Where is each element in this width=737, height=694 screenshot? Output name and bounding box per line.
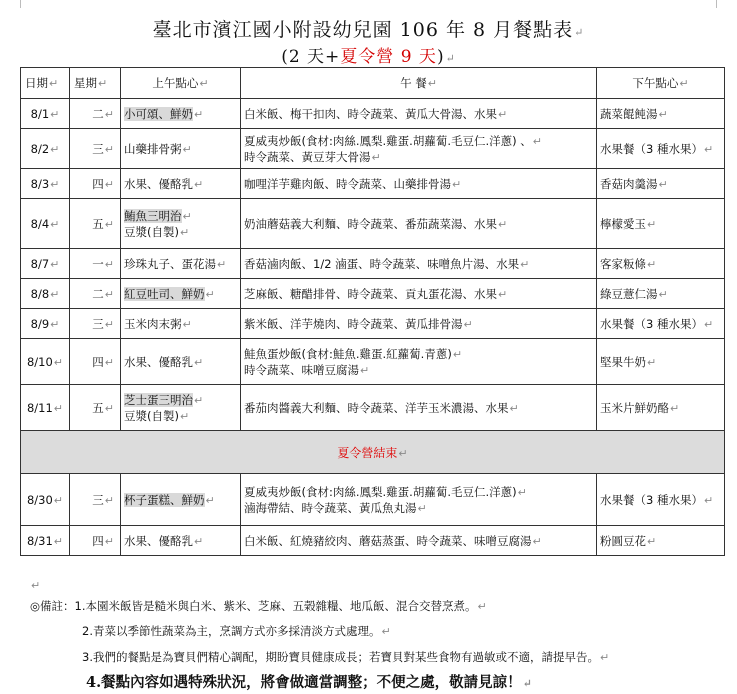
lunch-cell: [241, 526, 597, 556]
afternoon-snack-value: 綠豆薏仁湯↵: [600, 286, 668, 301]
lunch-cell: [241, 199, 597, 249]
afternoon-snack-cell: [597, 339, 725, 385]
weekday-value: 一↵: [92, 256, 114, 271]
morning-snack-cell: [121, 169, 241, 199]
morning-snack-line: 鮪魚三明治↵: [124, 208, 192, 223]
lunch-line: 鮭魚蛋炒飯(食材:鮭魚.雞蛋.紅蘿蔔.青蔥)↵: [244, 346, 463, 361]
afternoon-snack-value: 堅果牛奶↵: [600, 354, 657, 369]
morning-snack-line: 豆漿(自製)↵: [124, 224, 190, 239]
date-cell: [21, 249, 70, 279]
table-row: [21, 526, 725, 556]
morning-snack-line: 豆漿(自製)↵: [124, 408, 190, 423]
lunch-cell: [241, 279, 597, 309]
date-value: 8/31↵: [26, 533, 64, 548]
afternoon-snack-cell: [597, 309, 725, 339]
morning-snack-cell: [121, 129, 241, 169]
afternoon-snack-value: 客家粄條↵: [600, 256, 657, 271]
afternoon-snack-cell: [597, 385, 725, 431]
morning-snack-cell: [121, 526, 241, 556]
lunch-line: 咖哩洋芋雞肉飯、時令蔬菜、山藥排骨湯↵: [244, 176, 462, 191]
title-line-1: 臺北市濱江國小附設幼兒園 106 年 8 月餐點表: [152, 19, 574, 41]
weekday-value: 三↵: [92, 492, 114, 507]
afternoon-snack-value: 檸檬愛玉↵: [600, 216, 657, 231]
ret-line: ↵: [31, 579, 41, 592]
note-3: 3.我們的餐點是為寶貝們精心調配，期盼寶貝健康成長；若寶貝對某些食物有過敏或不適，請提早告。↵: [82, 650, 610, 664]
afternoon-snack-cell: [597, 99, 725, 129]
subtitle-summer-camp: 夏令營 9 天: [340, 47, 437, 67]
weekday-cell: [70, 249, 121, 279]
subtitle-prefix: (2 天+: [281, 47, 341, 67]
morning-snack-line: 杯子蛋糕、鮮奶↵: [124, 492, 215, 507]
date-value: 8/3↵: [30, 176, 60, 191]
weekday-cell: [70, 309, 121, 339]
afternoon-snack-value: 水果餐（3 種水果）↵: [600, 316, 714, 331]
morning-snack-line: 水果、優酪乳↵: [124, 533, 204, 548]
header-morning-snack: 上午點心↵: [121, 68, 241, 99]
weekday-cell: [70, 385, 121, 431]
weekday-cell: [70, 129, 121, 169]
table-row: [21, 474, 725, 526]
afternoon-snack-value: 玉米片鮮奶酪↵: [600, 400, 680, 415]
lunch-cell: [241, 129, 597, 169]
lunch-cell: [241, 474, 597, 526]
morning-snack-line: 小可頌、鮮奶↵: [124, 106, 204, 121]
weekday-cell: [70, 169, 121, 199]
document-subtitle: [0, 42, 737, 67]
lunch-cell: [241, 249, 597, 279]
header-lunch: 午 餐↵: [241, 68, 597, 99]
morning-snack-cell: [121, 474, 241, 526]
afternoon-snack-value: 蔬菜餛飩湯↵: [600, 106, 668, 121]
morning-snack-line: 水果、優酪乳↵: [124, 176, 204, 191]
weekday-value: 四↵: [92, 176, 114, 191]
morning-snack-cell: [121, 385, 241, 431]
weekday-cell: [70, 199, 121, 249]
date-cell: [21, 309, 70, 339]
weekday-value: 二↵: [92, 106, 114, 121]
note-4: 4.餐點內容如遇特殊狀況，將會做適當調整；不便之處，敬請見諒！↵: [86, 674, 532, 691]
morning-snack-line: 芝士蛋三明治↵: [124, 392, 204, 407]
lunch-line: 夏威夷炒飯(食材:肉絲.鳳梨.雞蛋.胡蘿蔔.毛豆仁.洋蔥) 、↵: [244, 133, 542, 148]
afternoon-snack-cell: [597, 129, 725, 169]
document-title: [0, 15, 737, 42]
weekday-cell: [70, 474, 121, 526]
date-value: 8/9↵: [30, 316, 60, 331]
morning-snack-line: 玉米肉末粥↵: [124, 316, 192, 331]
ruler-mark-right: [716, 0, 717, 8]
subtitle-suffix: ): [436, 47, 445, 67]
date-cell: [21, 385, 70, 431]
table-row: [21, 339, 725, 385]
lunch-line: 奶油蘑菇義大利麵、時令蔬菜、番茄蔬菜湯、水果↵: [244, 216, 508, 231]
morning-snack-cell: [121, 339, 241, 385]
table-row: [21, 309, 725, 339]
weekday-value: 五↵: [92, 216, 114, 231]
afternoon-snack-cell: [597, 474, 725, 526]
header-afternoon-snack: 下午點心↵: [597, 68, 725, 99]
table-row: [21, 129, 725, 169]
lunch-line: 滷海帶結、時令蔬菜、黃瓜魚丸湯↵: [244, 500, 427, 515]
date-cell: [21, 199, 70, 249]
lunch-cell: [241, 339, 597, 385]
date-cell: [21, 129, 70, 169]
menu-table: [20, 67, 725, 556]
date-value: 8/10↵: [26, 354, 64, 369]
weekday-value: 五↵: [92, 400, 114, 415]
morning-snack-cell: [121, 309, 241, 339]
paragraph-mark: ↵: [574, 26, 585, 39]
weekday-value: 四↵: [92, 354, 114, 369]
lunch-line: 白米飯、梅干扣肉、時令蔬菜、黃瓜大骨湯、水果↵: [244, 106, 508, 121]
table-row: [21, 169, 725, 199]
table-row: [21, 385, 725, 431]
lunch-line: 時令蔬菜、味噌豆腐湯↵: [244, 362, 370, 377]
morning-snack-cell: [121, 199, 241, 249]
ruler-mark-left: [20, 0, 21, 8]
afternoon-snack-value: 水果餐（3 種水果）↵: [600, 492, 714, 507]
lunch-line: 香菇滷肉飯、1/2 滷蛋、時令蔬菜、味噌魚片湯、水果↵: [244, 256, 530, 271]
morning-snack-line: 珍珠丸子、蛋花湯↵: [124, 256, 227, 271]
table-row: [21, 279, 725, 309]
summer-camp-end: 夏令營結束↵: [21, 431, 725, 474]
lunch-line: 夏威夷炒飯(食材:肉絲.鳳梨.雞蛋.胡蘿蔔.毛豆仁.洋蔥)↵: [244, 484, 527, 499]
header-weekday: 星期↵: [70, 68, 121, 99]
date-value: 8/7↵: [30, 256, 60, 271]
note-2: 2.青菜以季節性蔬菜為主，烹調方式亦多採清淡方式處理。↵: [82, 624, 391, 638]
lunch-line: 芝麻飯、糖醋排骨、時令蔬菜、貢丸蛋花湯、水果↵: [244, 286, 508, 301]
afternoon-snack-value: 粉圓豆花↵: [600, 533, 657, 548]
date-cell: [21, 526, 70, 556]
afternoon-snack-cell: [597, 169, 725, 199]
weekday-value: 四↵: [92, 533, 114, 548]
morning-snack-line: 水果、優酪乳↵: [124, 354, 204, 369]
morning-snack-line: 山藥排骨粥↵: [124, 141, 192, 156]
table-row: [21, 249, 725, 279]
date-cell: [21, 474, 70, 526]
weekday-cell: [70, 99, 121, 129]
table-header-row: [21, 68, 725, 99]
date-value: 8/4↵: [30, 216, 60, 231]
afternoon-snack-cell: [597, 199, 725, 249]
morning-snack-cell: [121, 99, 241, 129]
date-value: 8/1↵: [30, 106, 60, 121]
lunch-cell: [241, 385, 597, 431]
lunch-line: 白米飯、紅燒豬絞肉、蘑菇蒸蛋、時令蔬菜、味噌豆腐湯↵: [244, 533, 542, 548]
morning-snack-cell: [121, 249, 241, 279]
date-cell: [21, 169, 70, 199]
afternoon-snack-value: 香菇肉羹湯↵: [600, 176, 668, 191]
date-cell: [21, 99, 70, 129]
weekday-value: 三↵: [92, 316, 114, 331]
afternoon-snack-cell: [597, 279, 725, 309]
lunch-line: 時令蔬菜、黃豆芽大骨湯↵: [244, 149, 381, 164]
afternoon-snack-cell: [597, 249, 725, 279]
lunch-line: 番茄肉醬義大利麵、時令蔬菜、洋芋玉米濃湯、水果↵: [244, 400, 519, 415]
table-row: [21, 199, 725, 249]
note-1: ◎備註：1.本園米飯皆是糙米與白米、紫米、芝麻、五榖雜糧、地瓜飯、混合交替烹煮。↵: [30, 599, 487, 613]
lunch-cell: [241, 309, 597, 339]
afternoon-snack-value: 水果餐（3 種水果）↵: [600, 141, 714, 156]
date-value: 8/30↵: [26, 492, 64, 507]
date-value: 8/8↵: [30, 286, 60, 301]
morning-snack-line: 紅豆吐司、鮮奶↵: [124, 286, 215, 301]
date-cell: [21, 339, 70, 385]
weekday-cell: [70, 339, 121, 385]
date-cell: [21, 279, 70, 309]
lunch-cell: [241, 169, 597, 199]
paragraph-mark: ↵: [445, 52, 456, 65]
weekday-value: 二↵: [92, 286, 114, 301]
date-value: 8/2↵: [30, 141, 60, 156]
separator-row: [21, 431, 725, 474]
weekday-cell: [70, 279, 121, 309]
afternoon-snack-cell: [597, 526, 725, 556]
date-value: 8/11↵: [26, 400, 64, 415]
table-row: [21, 99, 725, 129]
lunch-line: 紫米飯、洋芋燒肉、時令蔬菜、黃瓜排骨湯↵: [244, 316, 473, 331]
weekday-cell: [70, 526, 121, 556]
lunch-cell: [241, 99, 597, 129]
morning-snack-cell: [121, 279, 241, 309]
weekday-value: 三↵: [92, 141, 114, 156]
header-date: 日期↵: [21, 68, 70, 99]
